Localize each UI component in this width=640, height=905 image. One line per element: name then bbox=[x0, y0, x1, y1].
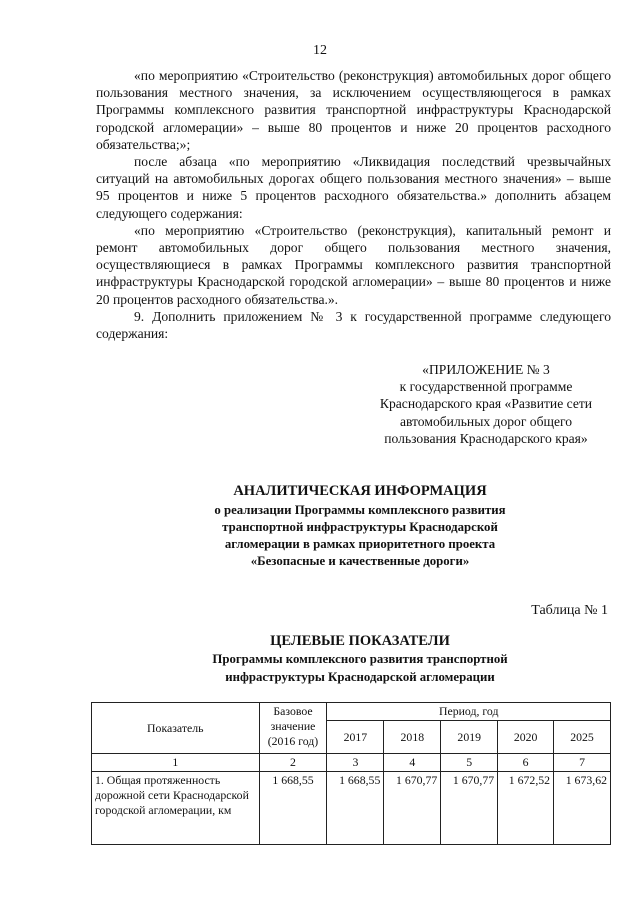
paragraph-1: «по мероприятию «Строительство (реконструкция) автомобильных дорог общего пользования местного значения, за исключением осуществляющегося в рамках Программы комплексного развития транспортной инфраструктуры Краснодарской городской агломерации» – выше 80 процентов и ниже 20 процентов расходного обязательства;»; bbox=[96, 68, 611, 152]
target-indicators-subtitle bbox=[150, 651, 570, 686]
header-year: 2018 bbox=[384, 721, 441, 754]
header-indicator: Показатель bbox=[92, 703, 260, 754]
table-column-numbers-row bbox=[92, 754, 611, 772]
table-header-row bbox=[92, 703, 611, 721]
appendix-header bbox=[356, 361, 616, 447]
page-number: 12 bbox=[313, 43, 327, 58]
appendix-line-5: пользования Краснодарского края» bbox=[384, 430, 588, 446]
paragraph-3: «по мероприятию «Строительство (реконструкция), капитальный ремонт и ремонт автомобильных дорог общего пользования местного значения, осуществляющиеся в рамках Программы комплексного развития транспортной инфраструктуры Краснодарской городской агломерации» – выше 80 процентов и ниже 20 процентов расходного обязательства.». bbox=[96, 222, 611, 307]
table-row bbox=[92, 772, 611, 845]
appendix-line-2: к государственной программе bbox=[399, 379, 573, 395]
indicators-subtitle-line-2: инфраструктуры Краснодарской агломерации bbox=[225, 669, 495, 684]
analytic-info-title: АНАЛИТИЧЕСКАЯ ИНФОРМАЦИЯ bbox=[233, 483, 487, 499]
header-year: 2025 bbox=[554, 721, 611, 754]
column-number: 7 bbox=[554, 754, 611, 772]
row-value-base: 1 668,55 bbox=[259, 772, 327, 845]
subtitle-line-1: о реализации Программы комплексного развития bbox=[214, 503, 506, 517]
subtitle-line-4: «Безопасные и качественные дороги» bbox=[250, 554, 470, 569]
row-value-2018: 1 670,77 bbox=[384, 772, 441, 845]
column-number: 1 bbox=[92, 754, 260, 772]
header-year: 2020 bbox=[498, 721, 554, 754]
appendix-line-3: Краснодарского края «Развитие сети bbox=[379, 396, 593, 412]
target-indicators-title: ЦЕЛЕВЫЕ ПОКАЗАТЕЛИ bbox=[270, 633, 450, 649]
row-value-2019: 1 670,77 bbox=[441, 772, 498, 845]
analytic-info-subtitle bbox=[150, 502, 570, 570]
row-indicator: 1. Общая протяженность дорожной сети Краснодарской городской агломерации, км bbox=[92, 772, 260, 845]
subtitle-line-2: транспортной инфраструктуры Краснодарской bbox=[222, 520, 498, 535]
indicators-table bbox=[91, 702, 611, 845]
paragraph-4: 9. Дополнить приложением № 3 к государственной программе следующего содержания: bbox=[96, 308, 611, 342]
subtitle-line-3: агломерации в рамках приоритетного проекта bbox=[224, 537, 496, 552]
header-year: 2019 bbox=[441, 721, 498, 754]
paragraph-2: после абзаца «по мероприятию «Ликвидация последствий чрезвычайных ситуаций на автомобильных дорогах общего пользования местного значения» – выше 95 процентов и ниже 5 процентов расходного обязательства.» дополнить абзацем следующего содержания: bbox=[96, 154, 611, 221]
header-year: 2017 bbox=[327, 721, 384, 754]
column-number: 6 bbox=[498, 754, 554, 772]
column-number: 3 bbox=[327, 754, 384, 772]
header-period: Период, год bbox=[327, 703, 611, 721]
appendix-line-1: «ПРИЛОЖЕНИЕ № 3 bbox=[422, 362, 550, 377]
table-label: Таблица № 1 bbox=[531, 603, 608, 618]
indicators-subtitle-line-1: Программы комплексного развития транспортной bbox=[212, 652, 508, 666]
row-value-2017: 1 668,55 bbox=[327, 772, 384, 845]
column-number: 4 bbox=[384, 754, 441, 772]
header-base-value: Базовое значение (2016 год) bbox=[259, 703, 327, 754]
column-number: 5 bbox=[441, 754, 498, 772]
row-value-2025: 1 673,62 bbox=[554, 772, 611, 845]
row-value-2020: 1 672,52 bbox=[498, 772, 554, 845]
body-text bbox=[96, 67, 611, 342]
appendix-line-4: автомобильных дорог общего bbox=[399, 413, 573, 429]
column-number: 2 bbox=[259, 754, 327, 772]
